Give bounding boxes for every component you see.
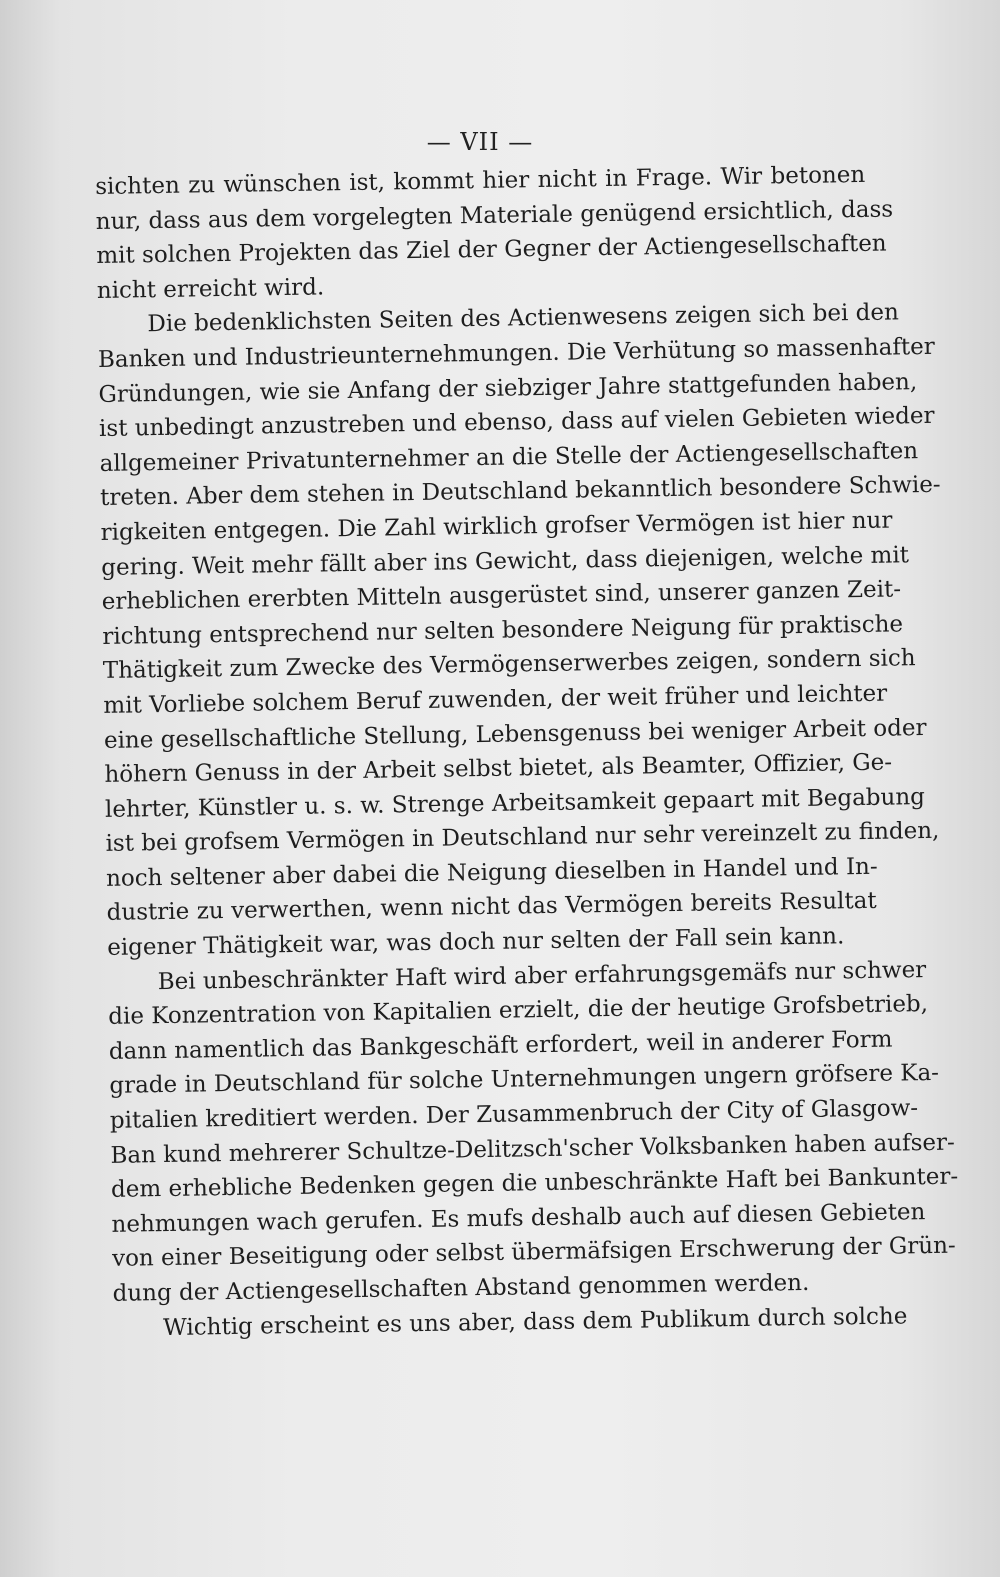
- text-line: Wichtig erscheint es uns aber, dass dem Publikum durch solche: [162, 1302, 908, 1341]
- text-line: erheblichen ererbten Mitteln ausgerüstet sind, unserer ganzen Zeit-: [101, 576, 902, 616]
- text-line: pitalien kreditiert werden. Der Zusammenbruch der City of Glasgow-: [109, 1095, 919, 1134]
- text-line: rigkeiten entgegen. Die Zahl wirklich grofser Vermögen ist hier nur: [100, 507, 893, 546]
- text-line: nicht erreicht wird.: [96, 274, 325, 304]
- text-line: Gründungen, wie sie Anfang der siebziger Jahre stattgefunden haben,: [98, 368, 918, 408]
- text-line: Die bedenklichsten Seiten des Actienwesens zeigen sich bei den: [147, 299, 900, 338]
- text-line: von einer Beseitigung oder selbst übermäfsigen Erschwerung der Grün-: [111, 1233, 956, 1273]
- text-line: eigener Thätigkeit war, was doch nur selten der Fall sein kann.: [107, 923, 845, 961]
- text-line: mit Vorliebe solchem Beruf zuwenden, der weit früher und leichter: [103, 680, 888, 719]
- text-line: gering. Weit mehr fällt aber ins Gewicht, dass diejenigen, welche mit: [101, 541, 910, 581]
- text-line: Bei unbeschränkter Haft wird aber erfahrungsgemäfs nur schwer: [157, 956, 927, 995]
- text-line: Banken und Industrieunternehmungen. Die Verhütung so massenhafter: [97, 333, 935, 373]
- text-line: die Konzentration von Kapitalien erzielt, die der heutige Grofsbetrieb,: [108, 991, 929, 1031]
- text-line: lehrter, Künstler u. s. w. Strenge Arbeitsamkeit gepaart mit Begabung: [104, 783, 926, 823]
- text-line: Ban kund mehrerer Schultze-Delitzsch'scher Volksbanken haben aufser-: [110, 1129, 955, 1169]
- text-line: nehmungen wach gerufen. Es mufs deshalb auch auf diesen Gebieten: [111, 1198, 926, 1238]
- text-line: eine gesellschaftliche Stellung, Lebensgenuss bei weniger Arbeit oder: [103, 714, 927, 754]
- text-line: Thätigkeit zum Zwecke des Vermögenserwerbes zeigen, sondern sich: [102, 645, 916, 685]
- text-line: dem erhebliche Bedenken gegen die unbeschränkte Haft bei Bankunter-: [110, 1163, 959, 1204]
- text-line: dung der Actiengesellschaften Abstand genommen werden.: [112, 1269, 810, 1307]
- text-line: nur, dass aus dem vorgelegten Materiale genügend ersichtlich, dass: [95, 196, 894, 235]
- text-line: noch seltener aber dabei die Neigung dieselben in Handel und In-: [105, 853, 878, 892]
- text-line: allgemeiner Privatunternehmer an die Stelle der Actiengesellschaften: [99, 437, 919, 477]
- text-line: ist bei grofsem Vermögen in Deutschland nur sehr vereinzelt zu finden,: [105, 818, 940, 858]
- body-text: [95, 158, 959, 1346]
- text-line: richtung entsprechend nur selten besondere Neigung für praktische: [102, 611, 904, 650]
- text-line: ist unbedingt anzustreben und ebenso, dass auf vielen Gebieten wieder: [98, 403, 935, 443]
- text-line: grade in Deutschland für solche Unternehmungen ungern gröfsere Ka-: [109, 1060, 940, 1100]
- text-line: treten. Aber dem stehen in Deutschland bekanntlich besondere Schwie-: [99, 472, 941, 512]
- text-line: höhern Genuss in der Arbeit selbst bietet, als Beamter, Offizier, Ge-: [104, 749, 893, 789]
- text-line: mit solchen Projekten das Ziel der Gegner der Actiengesellschaften: [96, 230, 887, 270]
- text-line: dann namentlich das Bankgeschäft erfordert, weil in anderer Form: [108, 1026, 893, 1065]
- page-number: — VII —: [426, 128, 534, 156]
- text-line: sichten zu wünschen ist, kommt hier nicht in Frage. Wir betonen: [95, 161, 866, 200]
- text-line: dustrie zu verwerthen, wenn nicht das Vermögen bereits Resultat: [106, 888, 877, 927]
